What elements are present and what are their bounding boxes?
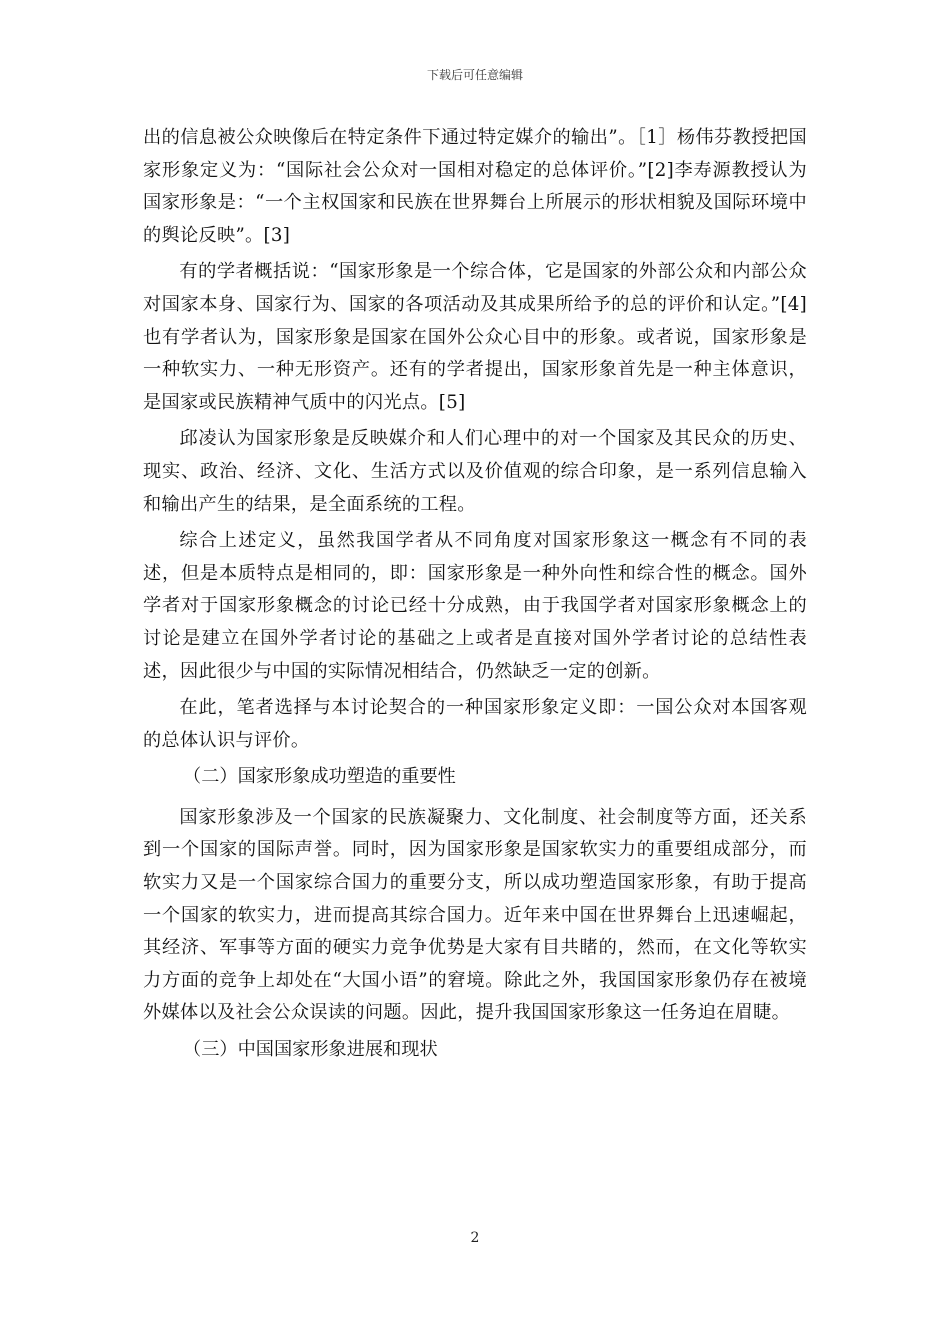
- body-text: [143, 122, 807, 1075]
- section-heading-progress: （三）中国国家形象进展和现状: [183, 1039, 438, 1061]
- paragraph-qiu-ling: 邱凌认为国家形象是反映媒介和人们心理中的对一个国家及其民众的历史、现实、政治、经济、文化、生活方式以及价值观的综合印象，是一系列信息输入和输出产生的结果，是全面系统的工程。: [143, 428, 807, 515]
- paragraph-scholar-summary: 有的学者概括说：“国家形象是一个综合体，它是国家的外部公众和内部公众对国家本身、国家行为、国家的各项活动及其成果所给予的总的评价和认定。”[4]也有学者认为，国家形象是国家在国外公众心目中的形象。或者说，国家形象是一种软实力、一种无形资产。还有的学者提出，国家形象首先是一种主体意识，是国家或民族精神气质中的闪光点。[5]: [143, 261, 807, 413]
- paragraph-importance: 国家形象涉及一个国家的民族凝聚力、文化制度、社会制度等方面，还关系到一个国家的国际声誉。同时，因为国家形象是国家软实力的重要组成部分，而软实力又是一个国家综合国力的重要分支，所以成功塑造国家形象，有助于提高一个国家的软实力，进而提高其综合国力。近年来中国在世界舞台上迅速崛起，其经济、军事等方面的硬实力竞争优势是大家有目共睹的，然而，在文化等软实力方面的竞争上却处在“大国小语”的窘境。除此之外，我国国家形象仍存在被境外媒体以及社会公众误读的问题。因此，提升我国国家形象这一任务迫在眉睫。: [143, 806, 807, 1024]
- page-number: 2: [470, 1230, 480, 1246]
- section-heading-importance: （二）国家形象成功塑造的重要性: [183, 766, 456, 788]
- paragraph-author-definition: 在此，笔者选择与本讨论契合的一种国家形象定义即：一国公众对本国客观的总体认识与评价。: [143, 697, 807, 751]
- paragraph-synthesis: 综合上述定义，虽然我国学者从不同角度对国家形象这一概念有不同的表述，但是本质特点是相同的，即：国家形象是一种外向性和综合性的概念。国外学者对于国家形象概念的讨论已经十分成熟，由于我国学者对国家形象概念上的讨论是建立在国外学者讨论的基础之上或者是直接对国外学者讨论的总结性表述，因此很少与中国的实际情况相结合，仍然缺乏一定的创新。: [143, 530, 807, 682]
- page-header: 下载后可任意编辑: [426, 68, 523, 82]
- paragraph-continuation: 出的信息被公众映像后在特定条件下通过特定媒介的输出”。［1］杨伟芬教授把国家形象定义为：“国际社会公众对一国相对稳定的总体评价。”[2]李寿源教授认为国家形象是：“一个主权国家和民族在世界舞台上所展示的形状相貌及国际环境中的舆论反映”。[3]: [143, 127, 807, 246]
